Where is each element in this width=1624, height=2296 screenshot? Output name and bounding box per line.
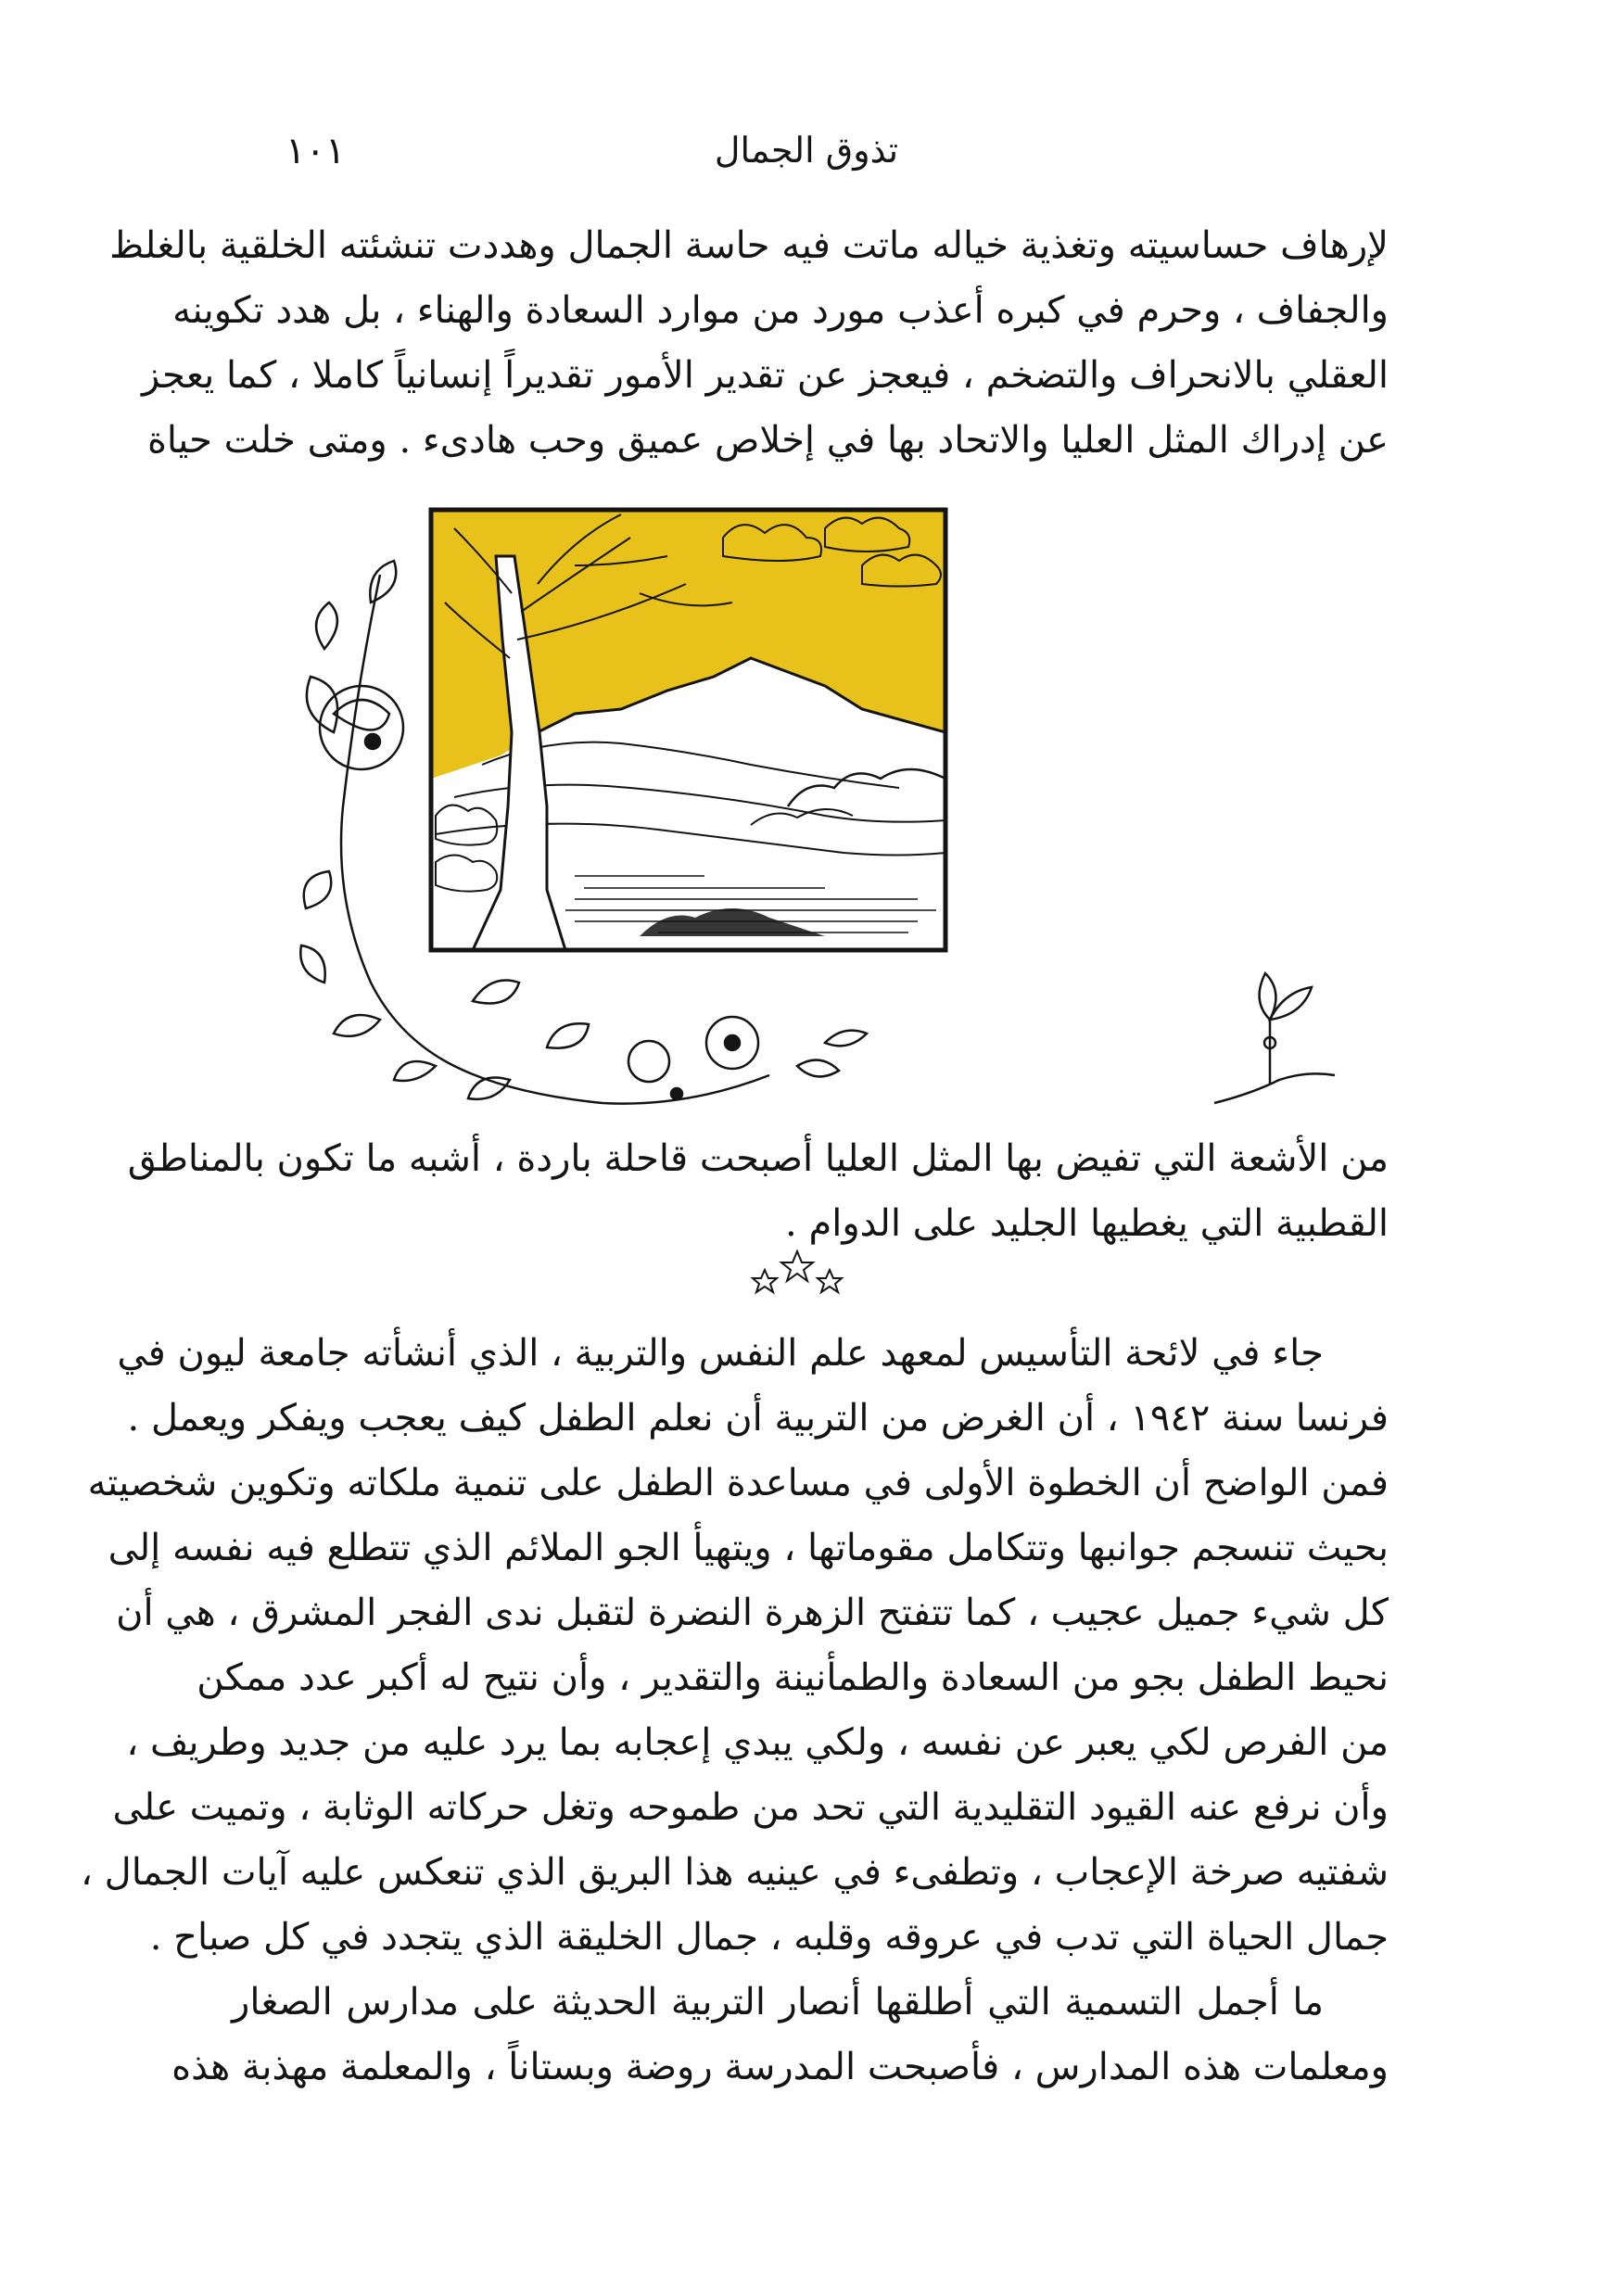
text-line: ما أجمل التسمية التي أطلقها أنصار التربية الحديثة على مدارس الصغار xyxy=(232,1981,1324,2023)
text-line: فرنسا سنة ١٩٤٢ ، أن الغرض من التربية أن نعلم الطفل كيف يعجب ويفكر ويعمل . xyxy=(127,1397,1389,1440)
landscape-frame xyxy=(431,510,945,950)
text-line: جاء في لائحة التأسيس لمعهد علم النفس والتربية ، الذي أنشأته جامعة ليون في xyxy=(117,1332,1324,1375)
text-line: جمال الحياة التي تدب في عروقه وقلبه ، جمال الخليقة الذي يتجدد في كل صباح . xyxy=(149,1916,1389,1959)
text-line: لإرهاف حساسيته وتغذية خياله ماتت فيه حاسة الجمال وهددت تنشئته الخلقية بالغلظ xyxy=(109,224,1389,267)
paragraph-2 xyxy=(81,1321,1389,2099)
paragraph-1-continued xyxy=(127,1126,1389,1256)
text-line: وأن نرفع عنه القيود التقليدية التي تحد من طموحه وتغل حركاته الوثابة ، وتميت على xyxy=(112,1786,1389,1829)
text-line: القطبية التي يغطيها الجليد على الدوام . xyxy=(785,1202,1389,1245)
text-line: والجفاف ، وحرم في كبره أعذب مورد من موارد السعادة والهناء ، بل هدد تكوينه xyxy=(172,289,1389,332)
sprig-ornament xyxy=(1214,973,1335,1103)
text-line: كل شيء جميل عجيب ، كما تتفتح الزهرة النضرة لتقبل ندى الفجر المشرق ، هي أن xyxy=(116,1592,1389,1634)
text-line: عن إدراك المثل العليا والاتحاد بها في إخلاص عميق وحب هادىء . ومتى خلت حياة xyxy=(146,419,1389,462)
text-line: فمن الواضح أن الخطوة الأولى في مساعدة الطفل على تنمية ملكاته وتكوين شخصيته xyxy=(87,1462,1389,1504)
text-line: ومعلمات هذه المدارس ، فأصبحت المدرسة روضة وبستاناً ، والمعلمة مهذبة هذه xyxy=(171,2046,1389,2088)
landscape-illustration xyxy=(269,501,1372,1122)
text-line: من الفرص لكي يعبر عن نفسه ، ولكي يبدي إعجابه بما يرد عليه من جديد وطريف ، xyxy=(126,1721,1389,1764)
text-line: من الأشعة التي تفيض بها المثل العليا أصبحت قاحلة باردة ، أشبه ما تكون بالمناطق xyxy=(127,1137,1389,1180)
text-line: العقلي بالانحراف والتضخم ، فيعجز عن تقدير الأمور تقديراً إنسانياً كاملا ، كما يعجز xyxy=(141,354,1389,397)
paragraph-1 xyxy=(109,213,1389,473)
page-header xyxy=(278,130,1390,185)
three-stars-icon xyxy=(746,1247,848,1302)
running-head: تذوق الجمال xyxy=(714,130,899,171)
text-line: شفتيه صرخة الإعجاب ، وتطفىء في عينيه هذا البريق الذي تنعكس عليه آيات الجمال ، xyxy=(81,1851,1389,1894)
text-line: نحيط الطفل بجو من السعادة والطمأنينة والتقدير ، وأن نتيح له أكبر عدد ممكن xyxy=(197,1656,1389,1699)
text-line: بحيث تنسجم جوانبها وتتكامل مقوماتها ، ويتهيأ الجو الملائم الذي تتطلع فيه نفسه إلى xyxy=(108,1527,1389,1569)
page-number: ١٠١ xyxy=(285,130,346,172)
